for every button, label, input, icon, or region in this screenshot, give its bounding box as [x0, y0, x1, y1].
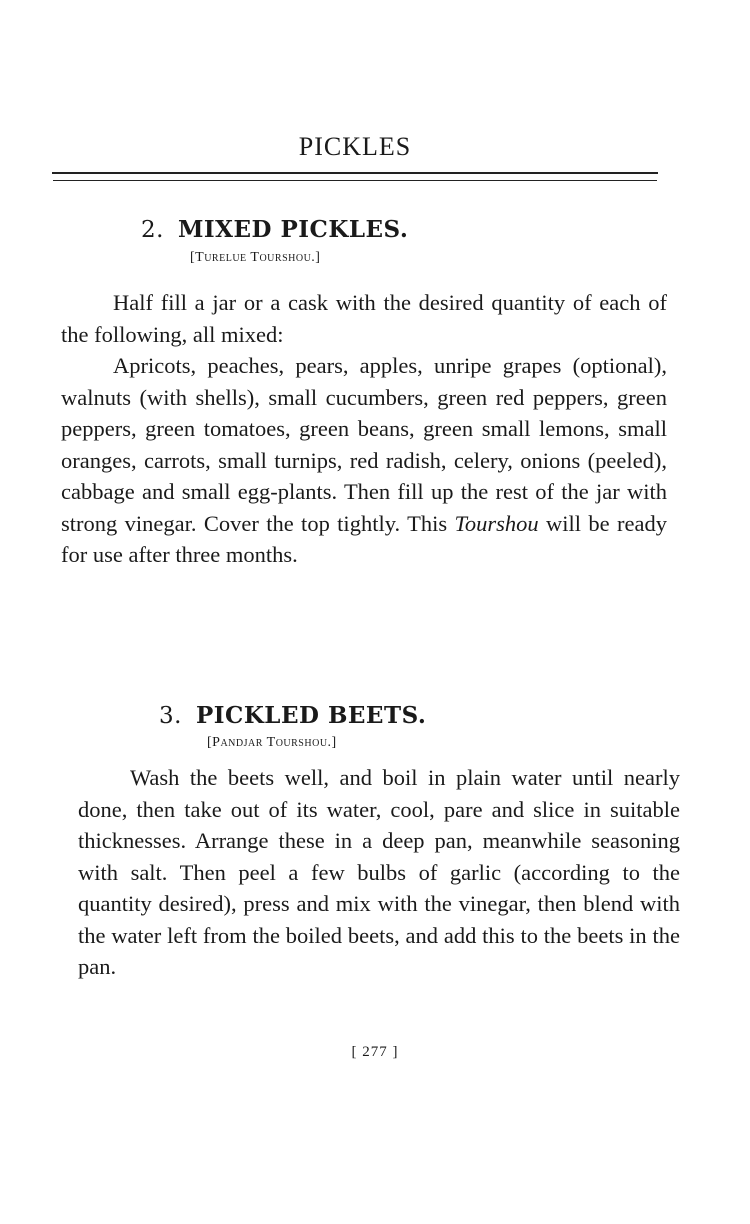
recipe-paragraph-text: will be ready for use after three months.	[61, 510, 667, 567]
page-number: [ 277 ]	[351, 1044, 399, 1060]
recipe-number: 3.	[159, 703, 182, 729]
running-head: PICKLES	[298, 132, 412, 161]
recipe-paragraph: Wash the beets well, and boil in plain water until nearly done, then take out of its water, cool, pare and slice in suitable thicknesses. Arrange these in a deep pan, meanwhile seasoning with salt. Then peel a few bulbs of garlic (according to the quantity desired), press and mix with the vinegar, then blend with the water left from the boiled beets, and add this to the beets in the pan.	[78, 765, 680, 979]
recipe-paragraph-text: Apricots, peaches, pears, apples, unripe grapes (optional), walnuts (with shells), small cucumbers, green red peppers, green peppers, green tomatoes, green beans, green small lemons, small oranges, carrots, small turnips, red radish, celery, onions (peeled), cabbage and small egg-plants. Then fill up the rest of the jar with strong vinegar. Cover the top tightly. This	[61, 353, 667, 536]
recipe-number: 2.	[141, 217, 164, 243]
recipe-title	[159, 702, 426, 729]
recipe-paragraph: Half fill a jar or a cask with the desired quantity of each of the following, all mixed:	[61, 290, 667, 347]
recipe-subtitle: [Pandjar Tourshou.]	[207, 735, 337, 750]
header-rule-thick	[52, 172, 658, 174]
header-rule-thin	[53, 180, 657, 181]
recipe-term-italic: Tourshou	[454, 510, 539, 536]
recipe-body	[61, 287, 667, 571]
recipe-subtitle: [Turelue Tourshou.]	[190, 250, 321, 265]
recipe-name: MIXED PICKLES.	[177, 216, 409, 243]
recipe-name: PICKLED BEETS.	[195, 702, 427, 729]
recipe-body	[78, 762, 680, 983]
recipe-title	[141, 216, 408, 243]
recipe-paragraph	[61, 350, 667, 571]
